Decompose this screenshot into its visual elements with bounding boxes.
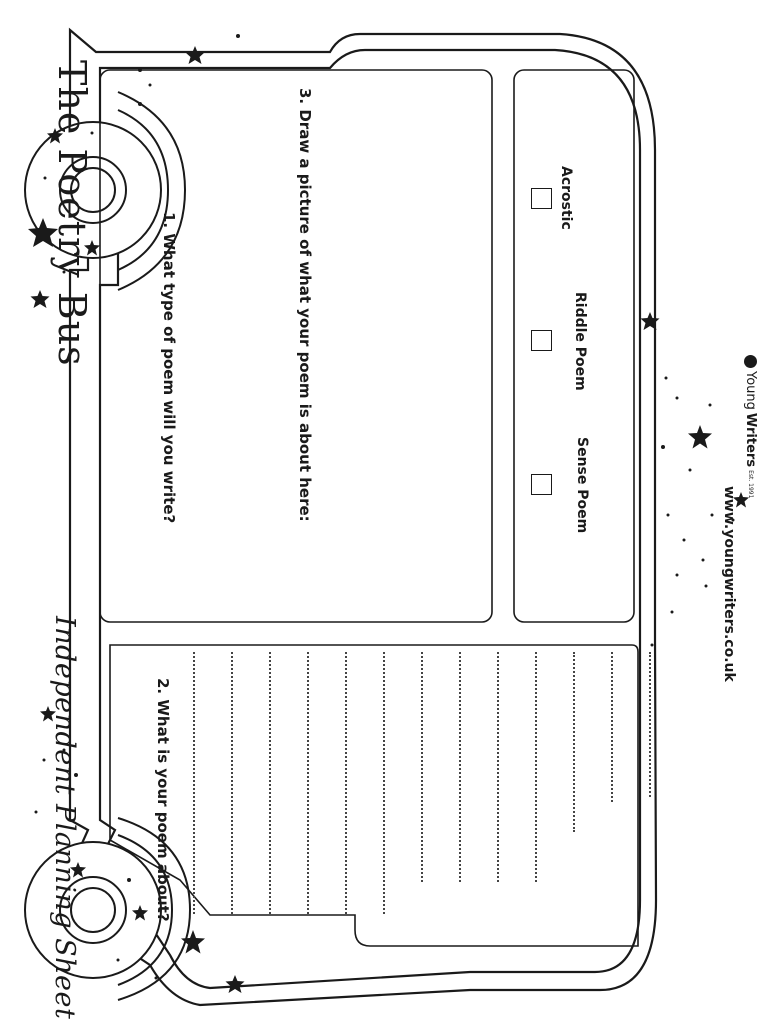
writing-line[interactable] <box>307 652 309 914</box>
option-riddle-checkbox[interactable] <box>531 330 552 351</box>
writing-line[interactable] <box>459 652 461 882</box>
website-link[interactable]: www.youngwriters.co.uk <box>721 486 737 682</box>
writing-line[interactable] <box>535 652 537 882</box>
writing-line[interactable] <box>231 652 233 914</box>
writing-line[interactable] <box>193 652 195 914</box>
writing-line[interactable] <box>611 652 613 802</box>
logo-prefix: Young <box>743 371 758 410</box>
question-3-label: 3. Draw a picture of what your poem is about here: <box>296 88 314 522</box>
option-acrostic-checkbox[interactable] <box>531 188 552 209</box>
writing-line[interactable] <box>269 652 271 914</box>
option-sense-checkbox[interactable] <box>531 474 552 495</box>
writing-line[interactable] <box>421 652 423 882</box>
option-riddle-label: Riddle Poem <box>572 292 588 391</box>
page-title: The Poetry Bus <box>50 60 94 367</box>
question-1-label: 1. What type of poem will you write? <box>160 212 178 524</box>
writing-line[interactable] <box>345 652 347 914</box>
logo-suffix: Writers <box>743 412 758 468</box>
writing-line[interactable] <box>497 652 499 882</box>
young-writers-logo <box>743 355 758 498</box>
logo-est: Est. 1991 <box>747 470 754 499</box>
option-sense-label: Sense Poem <box>574 437 590 534</box>
question-2-label: 2. What is your poem about? <box>154 678 172 922</box>
page-subtitle: Independent Planning Sheet <box>49 616 80 1020</box>
writing-line[interactable] <box>573 652 575 832</box>
writing-line[interactable] <box>649 652 651 797</box>
option-acrostic-label: Acrostic <box>558 166 574 230</box>
writing-line[interactable] <box>383 652 385 914</box>
logo-mark-icon <box>744 355 757 368</box>
